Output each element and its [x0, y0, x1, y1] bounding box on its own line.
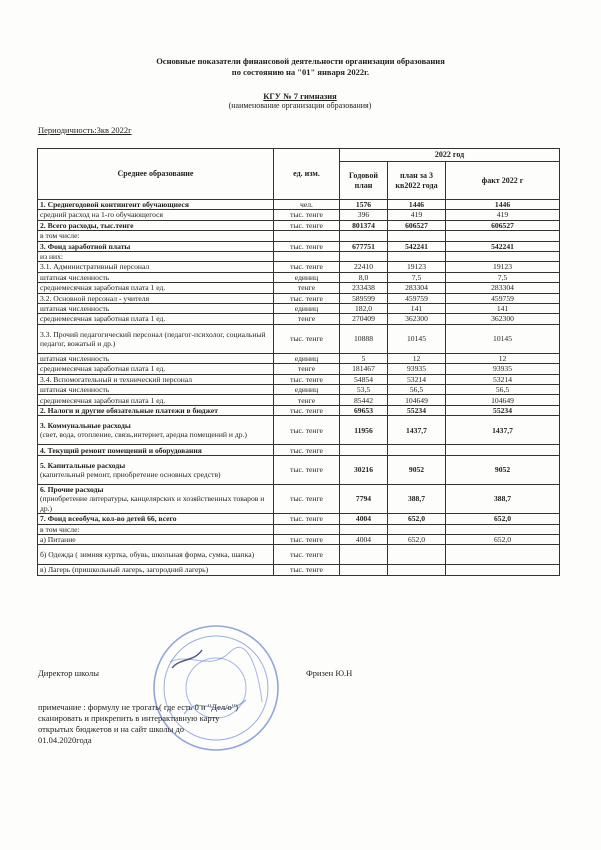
table-row	[38, 324, 560, 353]
note-line-1: примечание : формулу не трогать( где есть 0 и "Дел/о")	[38, 702, 239, 712]
row-fact: 56,5	[446, 385, 560, 395]
row-plan-year: 69653	[340, 405, 388, 415]
director-name: Фризен Ю.Н	[306, 668, 353, 678]
row-unit: единиц	[274, 303, 340, 313]
row-plan-year: 22410	[340, 262, 388, 272]
row-fact: 1437,7	[446, 416, 560, 445]
row-plan-year: 801374	[340, 220, 388, 230]
row-fact: 10145	[446, 324, 560, 353]
row-label-subtext: (капительный ремонт, приобретение основных средств)	[40, 469, 221, 479]
row-label-text: в том числе:	[40, 524, 80, 534]
row-unit: единиц	[274, 272, 340, 282]
row-label-text: 2. Всего расходы, тыс.тенге	[40, 220, 134, 230]
row-label	[38, 241, 274, 251]
row-plan-year: 4004	[340, 514, 388, 524]
row-fact: 7,5	[446, 272, 560, 282]
row-plan-year: 54854	[340, 374, 388, 384]
row-unit: тыс. тенге	[274, 445, 340, 455]
row-label	[38, 445, 274, 455]
organization-name: КГУ № 7 гимназия	[263, 91, 337, 101]
row-unit: тенге	[274, 283, 340, 293]
row-label-text: 3.1. Административный персонал	[40, 262, 150, 272]
row-fact	[446, 231, 560, 241]
row-label	[38, 385, 274, 395]
row-label-text: б) Одежда ( зимняя куртка, обувь, школьная форма, сумка, шапка)	[40, 550, 255, 560]
row-plan-q3: 606527	[388, 220, 446, 230]
row-plan-q3: 12	[388, 353, 446, 363]
row-unit: тыс. тенге	[274, 324, 340, 353]
row-unit: тыс. тенге	[274, 262, 340, 272]
row-plan-year: 589599	[340, 293, 388, 303]
row-label	[38, 545, 274, 565]
note-line-4: 01.04.2020года	[38, 735, 92, 745]
row-label-text: 3. Фонд заработной платы	[40, 241, 131, 251]
row-unit: тыс. тенге	[274, 565, 340, 575]
row-label	[38, 524, 274, 534]
table-row	[38, 353, 560, 363]
table-row	[38, 534, 560, 544]
row-label-text: 3.2. Основной персонал - учителя	[40, 293, 150, 303]
row-unit: тенге	[274, 395, 340, 405]
table-row	[38, 210, 560, 220]
row-plan-q3: 1437,7	[388, 416, 446, 445]
row-label-text: 1. Среднегодовой контингент обучающиеся	[40, 200, 189, 210]
table-row	[38, 445, 560, 455]
row-label	[38, 251, 274, 261]
row-label	[38, 231, 274, 241]
row-plan-q3: 362300	[388, 314, 446, 324]
row-label-text: в) Лагерь (пришкольный лагерь, загородний лагерь)	[40, 565, 209, 575]
row-label	[38, 364, 274, 374]
row-fact: 283304	[446, 283, 560, 293]
row-label-text: 7. Фонд всеобуча, кол-во детей 66, всего	[40, 514, 177, 524]
row-label	[38, 565, 274, 575]
row-label	[38, 374, 274, 384]
row-fact: 93935	[446, 364, 560, 374]
row-unit: тыс. тенге	[274, 293, 340, 303]
row-label-text: 3. Коммунальные расходы	[40, 421, 131, 431]
row-plan-q3	[388, 524, 446, 534]
row-fact: 104649	[446, 395, 560, 405]
row-plan-year	[340, 231, 388, 241]
header-unit: ед. изм.	[274, 149, 340, 200]
row-label-text: 4. Текущий ремонт помещений и оборудования	[40, 445, 202, 455]
row-label	[38, 455, 274, 484]
row-plan-year	[340, 524, 388, 534]
table-row	[38, 303, 560, 313]
row-label-text: штатная численность	[40, 304, 110, 313]
row-label	[38, 210, 274, 220]
row-plan-year: 11956	[340, 416, 388, 445]
row-label-text: 2. Налоги и другие обязательные платежи в бюджет	[40, 405, 219, 415]
row-plan-year	[340, 251, 388, 261]
row-plan-year	[340, 565, 388, 575]
row-label-text: 3.3. Прочий педагогический персонал (педагог-психолог, социальный педагог, вожатый и др.)	[40, 329, 266, 348]
row-plan-year: 396	[340, 210, 388, 220]
table-row	[38, 545, 560, 565]
row-plan-q3: 104649	[388, 395, 446, 405]
row-plan-year: 1576	[340, 200, 388, 210]
header-year-group: 2022 год	[340, 149, 560, 162]
row-plan-q3: 419	[388, 210, 446, 220]
table-row	[38, 385, 560, 395]
row-fact	[446, 524, 560, 534]
row-label	[38, 293, 274, 303]
row-plan-q3: 55234	[388, 405, 446, 415]
row-unit: чел.	[274, 200, 340, 210]
row-label-subtext: (приобретение литературы, канцелярских и хозяйственных товаров и др.)	[40, 494, 265, 513]
table-row	[38, 416, 560, 445]
row-plan-year: 85442	[340, 395, 388, 405]
row-unit: тыс. тенге	[274, 374, 340, 384]
row-plan-q3: 652,0	[388, 534, 446, 544]
row-unit: единиц	[274, 385, 340, 395]
footnote	[38, 702, 318, 746]
row-plan-year	[340, 545, 388, 565]
row-fact: 606527	[446, 220, 560, 230]
table-row	[38, 220, 560, 230]
row-label	[38, 200, 274, 210]
row-plan-q3: 283304	[388, 283, 446, 293]
table-row	[38, 514, 560, 524]
row-plan-q3: 7,5	[388, 272, 446, 282]
row-plan-year: 7794	[340, 484, 388, 513]
row-label	[38, 534, 274, 544]
row-plan-q3	[388, 251, 446, 261]
row-label-text: 6. Прочие расходы	[40, 485, 104, 495]
row-fact: 1446	[446, 200, 560, 210]
row-plan-year: 10888	[340, 324, 388, 353]
row-unit: тенге	[274, 364, 340, 374]
header-name: Среднее образование	[38, 149, 274, 200]
row-unit	[274, 524, 340, 534]
row-plan-year: 53,5	[340, 385, 388, 395]
row-fact: 53214	[446, 374, 560, 384]
row-label	[38, 324, 274, 353]
row-fact: 652,0	[446, 514, 560, 524]
director-label: Директор школы	[38, 668, 99, 678]
row-plan-q3	[388, 545, 446, 565]
row-unit: тыс. тенге	[274, 534, 340, 544]
row-fact	[446, 565, 560, 575]
document-title-line2: по состоянию на "01" января 2022г.	[231, 67, 370, 77]
row-plan-year: 677751	[340, 241, 388, 251]
row-label	[38, 220, 274, 230]
row-fact: 459759	[446, 293, 560, 303]
table-row	[38, 405, 560, 415]
organization-caption: (наименование организации образования)	[228, 101, 372, 110]
row-label	[38, 395, 274, 405]
row-plan-q3: 388,7	[388, 484, 446, 513]
row-unit: тыс. тенге	[274, 220, 340, 230]
row-label	[38, 484, 274, 513]
periodicity-label: Периодичность:3кв 2022г	[38, 125, 132, 135]
row-label-text: среднемесячная заработная плата 1 ед.	[40, 283, 166, 293]
table-row	[38, 200, 560, 210]
table-row	[38, 565, 560, 575]
table-row	[38, 241, 560, 251]
row-label-text: средний расход на 1-го обучающегося	[40, 210, 163, 220]
row-unit: тыс. тенге	[274, 514, 340, 524]
table-row	[38, 293, 560, 303]
table-row	[38, 314, 560, 324]
row-plan-q3: 19123	[388, 262, 446, 272]
row-label-text: штатная численность	[40, 272, 110, 282]
row-label	[38, 514, 274, 524]
row-fact	[446, 251, 560, 261]
row-label-subtext: (свет, вода, отопление, связь,интернет, аредна помещений и др.)	[40, 430, 247, 440]
row-unit: тыс. тенге	[274, 455, 340, 484]
row-plan-year: 8,0	[340, 272, 388, 282]
row-label-text: в том числе:	[40, 231, 80, 241]
row-fact: 419	[446, 210, 560, 220]
row-fact: 19123	[446, 262, 560, 272]
row-fact: 9052	[446, 455, 560, 484]
row-plan-year: 233438	[340, 283, 388, 293]
row-plan-q3: 9052	[388, 455, 446, 484]
row-label-text: штатная численность	[40, 353, 110, 363]
row-unit	[274, 251, 340, 261]
row-plan-q3: 542241	[388, 241, 446, 251]
row-plan-year: 5	[340, 353, 388, 363]
row-plan-year: 4004	[340, 534, 388, 544]
row-label-text: среднемесячная заработная плата 1 ед.	[40, 395, 166, 405]
table-row	[38, 455, 560, 484]
row-unit: тыс. тенге	[274, 416, 340, 445]
row-label	[38, 416, 274, 445]
row-plan-q3: 141	[388, 303, 446, 313]
row-fact: 55234	[446, 405, 560, 415]
row-label-text: 5. Капитальные расходы	[40, 460, 126, 470]
note-line-2: сканировать и прикрепить в интерактивную карту	[38, 713, 220, 723]
row-fact: 12	[446, 353, 560, 363]
row-label-text: среднемесячная заработная плата 1 ед.	[40, 314, 166, 324]
row-plan-year	[340, 445, 388, 455]
row-plan-q3: 10145	[388, 324, 446, 353]
row-fact	[446, 445, 560, 455]
row-unit: тыс. тенге	[274, 210, 340, 220]
table-body	[38, 200, 560, 576]
table-row	[38, 364, 560, 374]
row-unit: единиц	[274, 353, 340, 363]
row-plan-q3	[388, 565, 446, 575]
row-plan-q3	[388, 231, 446, 241]
row-unit	[274, 231, 340, 241]
table-row	[38, 374, 560, 384]
row-label	[38, 283, 274, 293]
row-plan-year: 270409	[340, 314, 388, 324]
row-label	[38, 353, 274, 363]
row-fact: 141	[446, 303, 560, 313]
row-plan-q3: 56,5	[388, 385, 446, 395]
row-label-text: штатная численность	[40, 385, 110, 395]
row-plan-q3	[388, 445, 446, 455]
row-fact: 542241	[446, 241, 560, 251]
header-plan-year: Годовой план	[340, 162, 388, 200]
row-label-text: 3.4. Вспомогательный и технический персонал	[40, 374, 193, 384]
note-line-3: открытых бюджетов и на сайт школы до	[38, 724, 185, 734]
row-plan-q3: 652,0	[388, 514, 446, 524]
table-row	[38, 272, 560, 282]
row-unit: тыс. тенге	[274, 484, 340, 513]
row-fact	[446, 545, 560, 565]
row-label-text: среднемесячная заработная плата 1 ед.	[40, 364, 166, 374]
row-unit: тенге	[274, 314, 340, 324]
header-plan-q3: план за 3 кв2022 года	[388, 162, 446, 200]
row-label	[38, 262, 274, 272]
row-plan-q3: 53214	[388, 374, 446, 384]
row-label-text: а) Питание	[40, 535, 76, 545]
table-row	[38, 524, 560, 534]
row-plan-year: 181467	[340, 364, 388, 374]
table-row	[38, 484, 560, 513]
header-fact: факт 2022 г	[446, 162, 560, 200]
table-row	[38, 251, 560, 261]
table-row	[38, 283, 560, 293]
row-plan-q3: 93935	[388, 364, 446, 374]
row-fact: 388,7	[446, 484, 560, 513]
row-label	[38, 303, 274, 313]
row-unit: тыс. тенге	[274, 241, 340, 251]
row-label-text: из них:	[40, 252, 63, 262]
table-row	[38, 262, 560, 272]
row-plan-q3: 1446	[388, 200, 446, 210]
row-unit: тыс. тенге	[274, 545, 340, 565]
document-title-line1: Основные показатели финансовой деятельности организации образования	[156, 56, 445, 66]
table-row	[38, 231, 560, 241]
table-row	[38, 395, 560, 405]
row-plan-q3: 459759	[388, 293, 446, 303]
row-plan-year: 30216	[340, 455, 388, 484]
row-unit: тыс. тенге	[274, 405, 340, 415]
row-plan-year: 182,0	[340, 303, 388, 313]
row-fact: 652,0	[446, 534, 560, 544]
row-label	[38, 314, 274, 324]
financial-indicators-table	[37, 148, 560, 576]
row-fact: 362300	[446, 314, 560, 324]
row-label	[38, 272, 274, 282]
row-label	[38, 405, 274, 415]
